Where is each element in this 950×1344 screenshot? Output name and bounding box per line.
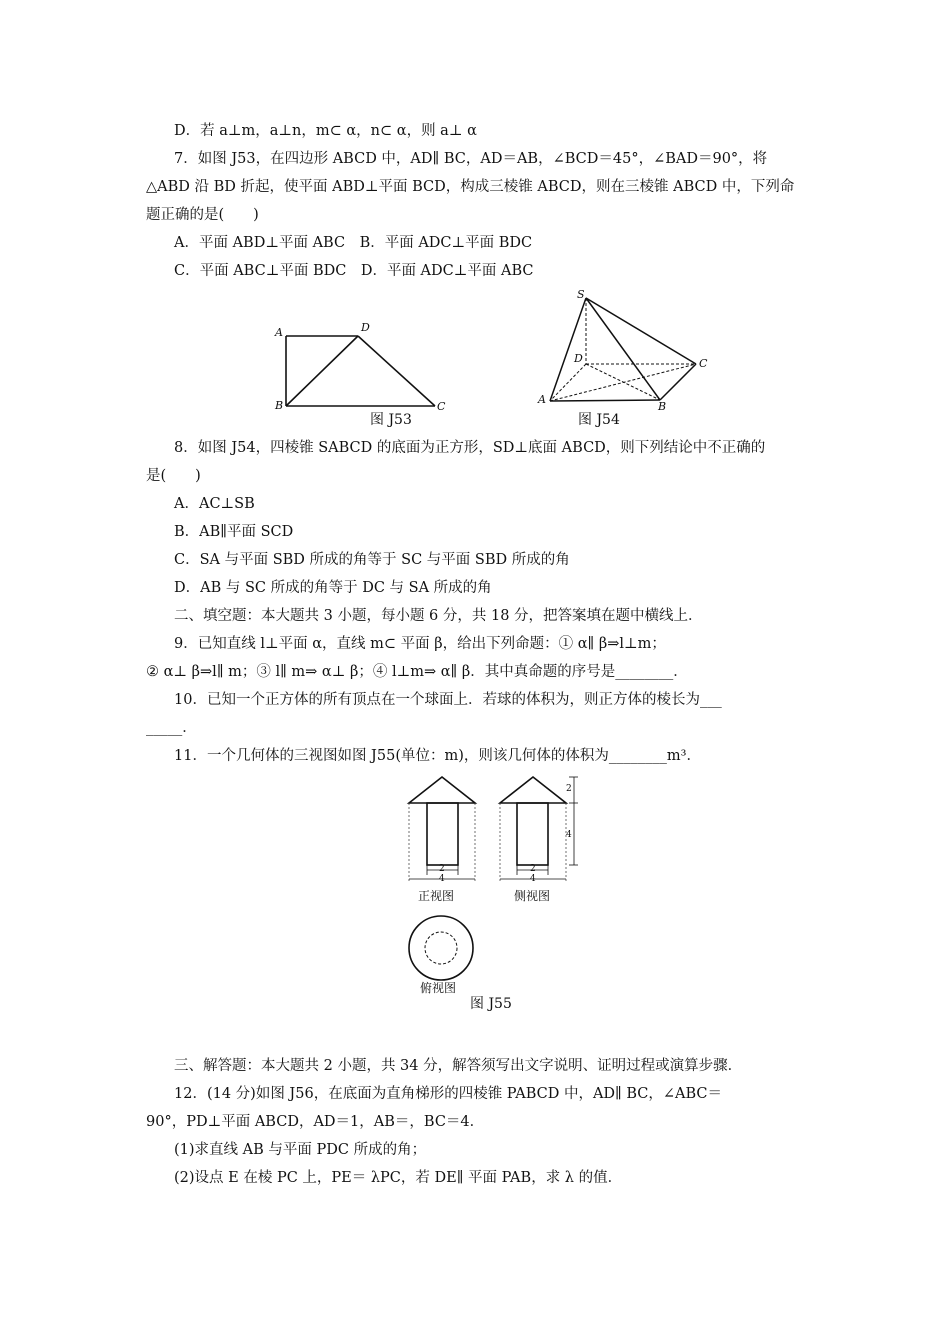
question-7-options-cd: C．平面 ABC⊥平面 BDC D．平面 ADC⊥平面 ABC (174, 263, 534, 279)
j54-label-a: A (538, 393, 546, 406)
j53-label-b: B (275, 399, 284, 412)
j54-caption: 图 J54 (578, 412, 620, 428)
question-7-line-2: △ABD 沿 BD 折起，使平面 ABD⊥平面 BCD，构成三棱锥 ABCD，则在三棱锥 ABCD 中，下列命 (146, 179, 795, 195)
figure-j54 (538, 292, 718, 412)
j54-label-c: C (699, 357, 708, 370)
side-dim-body-height: 4 (566, 830, 572, 840)
question-10-line-1: 10．已知一个正方体的所有顶点在一个球面上．若球的体积为，则正方体的棱长为___ (174, 692, 722, 708)
question-7-line-3: 题正确的是( ) (146, 207, 259, 223)
question-7-line-1: 7．如图 J53，在四边形 ABCD 中，AD∥ BC，AD＝AB，∠BCD＝45°，∠BAD＝90°，将 (174, 151, 768, 167)
j53-label-d: D (361, 321, 370, 334)
question-7-options-ab: A．平面 ABD⊥平面 ABC B．平面 ADC⊥平面 BDC (174, 235, 533, 251)
side-dim-inner: 2 (530, 864, 536, 874)
figure-j55-side-view (496, 775, 586, 885)
j53-label-c: C (437, 400, 446, 413)
option-8b: B．AB∥平面 SCD (174, 524, 294, 540)
question-12-part-1: (1)求直线 AB 与平面 PDC 所成的角； (174, 1142, 427, 1158)
j54-label-b: B (658, 400, 667, 413)
question-12-line-2: 90°，PD⊥平面 ABCD，AD＝1，AB＝，BC＝4． (146, 1114, 485, 1130)
j53-label-a: A (275, 326, 283, 339)
question-12-line-1: 12．(14 分)如图 J56，在底面为直角梯形的四棱锥 PABCD 中，AD∥ BC，∠ABC＝ (174, 1086, 723, 1102)
question-8-line-1: 8．如图 J54，四棱锥 SABCD 的底面为正方形，SD⊥底面 ABCD，则下列结论中不正确的 (174, 440, 766, 456)
option-8d: D．AB 与 SC 所成的角等于 DC 与 SA 所成的角 (174, 580, 492, 596)
question-8-line-2: 是( ) (146, 468, 201, 484)
question-11-line: 11．一个几何体的三视图如图 J55(单位：m)，则该几何体的体积为________m³． (174, 748, 701, 764)
section-2-heading: 二、填空题：本大题共 3 小题，每小题 6 分，共 18 分，把答案填在题中横线上． (174, 608, 703, 624)
j54-label-s: S (577, 288, 585, 301)
front-dim-inner: 2 (439, 864, 445, 874)
question-10-line-2: _____． (146, 720, 197, 736)
section-3-heading: 三、解答题：本大题共 2 小题，共 34 分，解答须写出文字说明、证明过程或演算步骤． (174, 1058, 743, 1074)
front-view-label: 正视图 (418, 889, 455, 903)
option-8a: A．AC⊥SB (174, 496, 255, 512)
top-view-label: 俯视图 (420, 981, 457, 995)
question-12-part-2: (2)设点 E 在棱 PC 上，PE＝ λPC，若 DE∥ 平面 PAB，求 λ 的值． (174, 1170, 623, 1186)
figure-j55-top-view (406, 912, 478, 984)
j54-label-d: D (574, 352, 583, 365)
option-7d-line: D．若 a⊥m，a⊥n，m⊂ α，n⊂ α，则 a⊥ α (174, 123, 477, 139)
side-dim-outer: 4 (530, 874, 536, 884)
question-9-line-2: ② α⊥ β⇒l∥ m；③ l∥ m⇒ α⊥ β；④ l⊥m⇒ α∥ β．其中真命题的序号是________． (146, 664, 688, 680)
front-dim-outer: 4 (439, 874, 445, 884)
j53-caption: 图 J53 (370, 412, 412, 428)
question-9-line-1: 9．已知直线 l⊥平面 α，直线 m⊂ 平面 β，给出下列命题：① α∥ β⇒l⊥m； (174, 636, 666, 652)
figure-j55-front-view (406, 775, 486, 885)
j55-caption: 图 J55 (470, 996, 512, 1012)
side-dim-top-height: 2 (566, 784, 572, 794)
side-view-label: 侧视图 (514, 889, 551, 903)
option-8c: C．SA 与平面 SBD 所成的角等于 SC 与平面 SBD 所成的角 (174, 552, 570, 568)
